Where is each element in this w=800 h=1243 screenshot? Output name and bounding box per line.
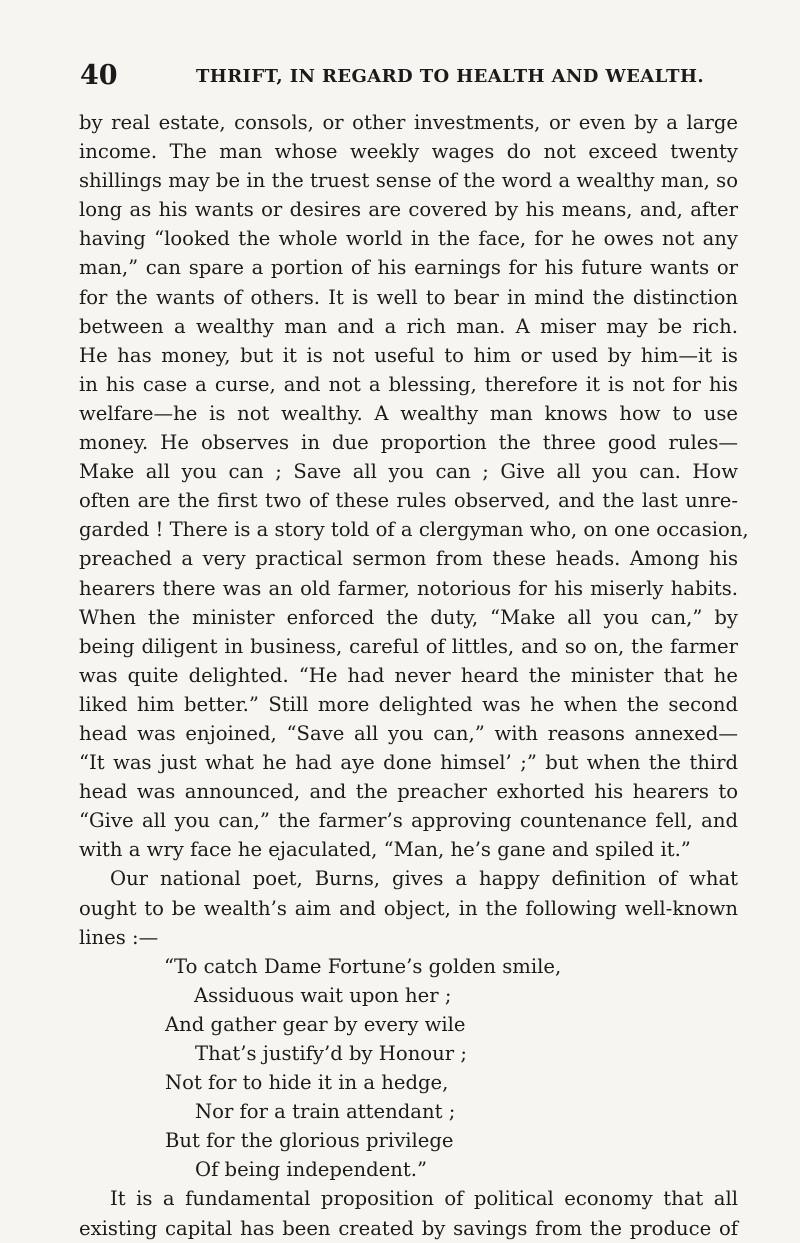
text-line: head was enjoined, “Save all you can,” with reasons annexed—	[79, 721, 738, 745]
verse-line: “To catch Dame Fortune’s golden smile,	[164, 954, 562, 978]
text-line: Our national poet, Burns, gives a happy definition of what	[110, 867, 738, 891]
text-line: by real estate, consols, or other investments, or even by a large	[79, 111, 738, 134]
text-line: liked him better.” Still more delighted was he when the second	[79, 692, 738, 716]
text-line: When the minister enforced the duty, “Make all you can,” by	[79, 605, 738, 629]
text-line: money. He observes in due proportion the three good rules—	[79, 431, 738, 455]
text-line: welfare—he is not wealthy. A wealthy man knows how to use	[79, 401, 738, 425]
body-text	[79, 108, 749, 1243]
text-line: ought to be wealth’s aim and object, in the following well-known	[79, 896, 738, 920]
text-line: in his case a curse, and not a blessing, therefore it is not for his	[79, 372, 738, 396]
running-title: THRIFT, IN REGARD TO HEALTH AND WEALTH.	[196, 66, 705, 87]
page-number: 40	[80, 60, 118, 91]
paragraph-3	[79, 1184, 738, 1242]
text-line: “It was just what he had aye done himsel’ ;” but when the third	[79, 751, 738, 775]
text-line: income. The man whose weekly wages do not exceed twenty	[79, 140, 738, 164]
page-header	[80, 60, 740, 92]
text-line: shillings may be in the truest sense of the word a wealthy man, so	[79, 169, 738, 193]
verse-line: And gather gear by every wile	[165, 1012, 466, 1036]
text-line: for the wants of others. It is well to bear in mind the distinction	[79, 285, 738, 309]
text-line: long as his wants or desires are covered by his means, and, after	[79, 198, 738, 222]
verse-line: But for the glorious privilege	[165, 1129, 454, 1153]
verse-line: Nor for a train attendant ;	[195, 1100, 456, 1124]
text-line: was quite delighted. “He had never heard the minister that he	[79, 663, 738, 687]
text-line: hearers there was an old farmer, notorious for his miserly habits.	[79, 576, 738, 600]
text-line: It is a fundamental proposition of political economy that all	[110, 1187, 738, 1211]
text-line: existing capital has been created by savings from the produce of	[79, 1216, 738, 1240]
paragraph-1	[79, 108, 749, 864]
text-line: lines :—	[79, 925, 159, 949]
verse-line: That’s justify’d by Honour ;	[195, 1042, 467, 1065]
text-line: often are the first two of these rules observed, and the last unre-	[79, 489, 738, 513]
text-line: garded ! There is a story told of a clergyman who, on one occasion,	[79, 518, 749, 542]
text-line: He has money, but it is not useful to him or used by him—it is	[79, 343, 738, 367]
text-line: with a wry face he ejaculated, “Man, he’s gane and spiled it.”	[79, 838, 691, 862]
verse-line: Assiduous wait upon her ;	[194, 983, 452, 1007]
text-line: preached a very practical sermon from these heads. Among his	[79, 547, 738, 571]
text-line: having “looked the whole world in the face, for he owes not any	[79, 227, 738, 251]
verse-line: Of being independent.”	[195, 1158, 427, 1182]
text-line: Make all you can ; Save all you can ; Give all you can. How	[79, 460, 738, 484]
text-line: being diligent in business, careful of littles, and so on, the farmer	[79, 634, 738, 658]
text-line: between a wealthy man and a rich man. A miser may be rich.	[79, 314, 738, 338]
text-line: man,” can spare a portion of his earnings for his future wants or	[79, 256, 738, 280]
text-line: “Give all you can,” the farmer’s approving countenance fell, and	[79, 809, 738, 833]
poem-quotation	[79, 952, 738, 1185]
paragraph-2	[79, 864, 738, 951]
text-line: head was announced, and the preacher exhorted his hearers to	[79, 780, 738, 804]
verse-line: Not for to hide it in a hedge,	[165, 1071, 449, 1095]
